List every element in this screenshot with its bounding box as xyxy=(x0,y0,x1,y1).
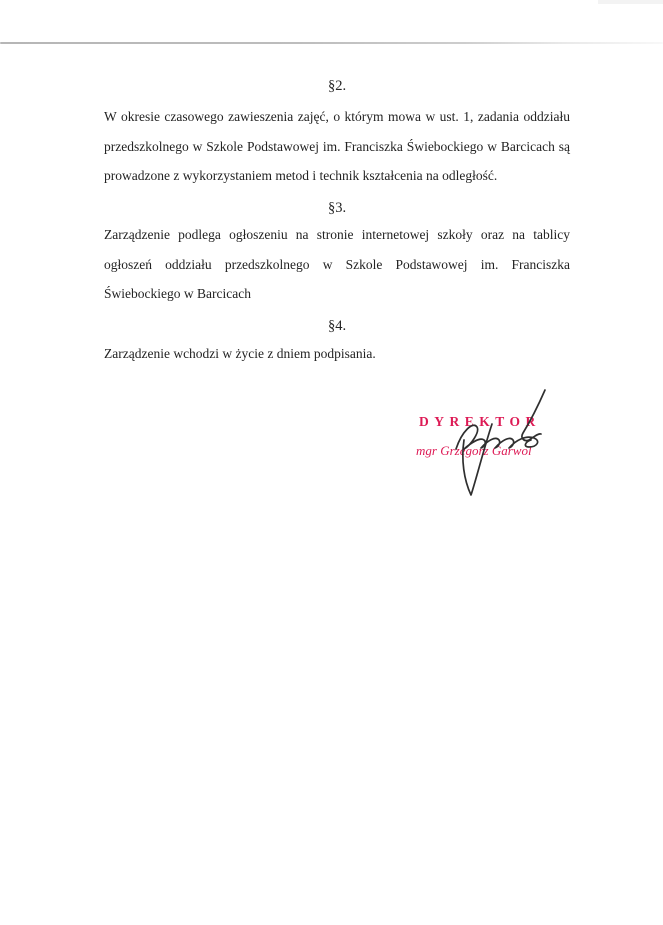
signer-name: mgr Grzegorz Garwol xyxy=(416,443,532,458)
signature-block xyxy=(416,386,566,508)
section-heading-4: §4. xyxy=(327,318,347,334)
paragraph-line: W okresie czasowego zawieszenia zajęć, o którym mowa w ust. 1, zadania oddziału xyxy=(104,109,570,124)
signature-scribble xyxy=(416,386,566,508)
paragraph-line: przedszkolnego w Szkole Podstawowej im. Franciszka Świebockiego w Barcicach są xyxy=(104,138,570,154)
paragraph-line: Zarządzenie podlega ogłoszeniu na stronie internetowej szkoły oraz na tablicy xyxy=(104,227,570,242)
section-paragraph-4 xyxy=(104,339,570,369)
section-paragraph-3 xyxy=(104,220,570,309)
section-paragraph-2 xyxy=(104,102,570,191)
scan-top-edge-line xyxy=(0,42,663,44)
section-heading-2: §2. xyxy=(327,78,347,94)
paragraph-line: ogłoszeń oddziału przedszkolnego w Szkole Podstawowej im. Franciszka xyxy=(104,256,570,272)
scan-artifact-top-right xyxy=(598,0,663,4)
paragraph-line: prowadzone z wykorzystaniem metod i technik kształcenia na odległość. xyxy=(104,168,498,183)
paragraph-line: Zarządzenie wchodzi w życie z dniem podpisania. xyxy=(104,346,376,361)
section-heading-3: §3. xyxy=(327,200,347,216)
stamp-title: DYREKTOR xyxy=(419,414,541,429)
paragraph-line: Świebockiego w Barcicach xyxy=(104,286,251,301)
